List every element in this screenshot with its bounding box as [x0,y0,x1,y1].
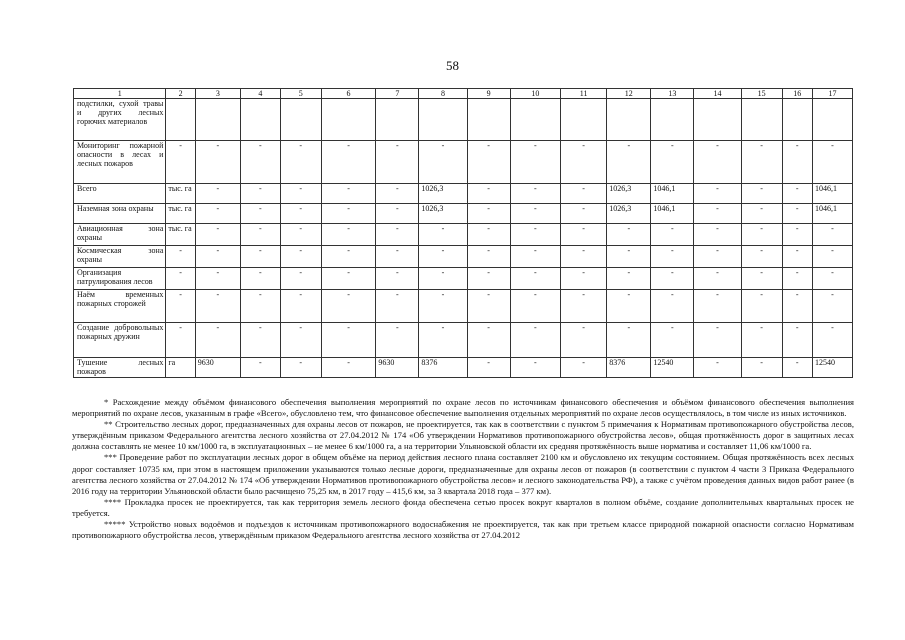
table-cell: - [694,290,741,323]
table-cell: - [240,358,280,378]
table-cell: - [510,204,560,224]
table-cell: 1026,3 [607,184,651,204]
table-row [74,204,853,224]
table-cell [651,99,694,141]
table-cell: - [607,290,651,323]
table-cell: - [561,184,607,204]
table-cell: 1046,1 [651,204,694,224]
table-cell: - [467,358,510,378]
table-cell: - [280,358,321,378]
table-cell [376,99,419,141]
table-cell: - [694,141,741,184]
row-label: Космическая зона охраны [74,246,166,268]
column-header: 6 [321,89,376,99]
table-cell: - [376,204,419,224]
table-cell: - [419,224,467,246]
table-cell: - [195,323,240,358]
table-cell: 12540 [812,358,852,378]
table-row [74,141,853,184]
table-cell [561,99,607,141]
table-cell: - [782,290,812,323]
table-cell: - [376,323,419,358]
column-header: 7 [376,89,419,99]
table-cell: - [467,204,510,224]
table-header-row [74,89,853,99]
table-cell: га [166,358,195,378]
table-cell: 1026,3 [419,204,467,224]
table-cell: 1046,1 [651,184,694,204]
table-cell: - [812,224,852,246]
column-header: 9 [467,89,510,99]
table-cell: - [607,141,651,184]
table-cell: тыс. га [166,204,195,224]
table-cell: - [812,323,852,358]
table-cell: - [467,290,510,323]
table-cell: - [280,246,321,268]
table-cell: - [510,358,560,378]
table-cell: - [782,358,812,378]
table-row [74,224,853,246]
table-cell: - [321,204,376,224]
table-cell: - [782,184,812,204]
table-cell: 8376 [419,358,467,378]
table-cell: - [376,184,419,204]
table-cell: - [561,358,607,378]
table-cell [694,99,741,141]
table-cell: - [741,358,782,378]
column-header: 2 [166,89,195,99]
table-cell: - [741,184,782,204]
table-cell: - [467,184,510,204]
table-cell: - [812,290,852,323]
table-cell: - [166,246,195,268]
table-cell: - [561,246,607,268]
table-cell: - [195,268,240,290]
table-cell: - [651,268,694,290]
table-cell: - [607,323,651,358]
row-label: Всего [74,184,166,204]
table-cell: - [812,246,852,268]
table-cell: - [195,204,240,224]
table-cell: - [782,224,812,246]
table-cell: - [467,141,510,184]
table-cell: - [321,184,376,204]
table-cell [510,99,560,141]
table-cell: - [166,268,195,290]
table-cell: - [694,184,741,204]
column-header: 10 [510,89,560,99]
table-cell: - [510,224,560,246]
table-cell: - [741,204,782,224]
table-cell [321,99,376,141]
table-cell: 12540 [651,358,694,378]
table-cell [812,99,852,141]
row-label: Создание добровольных пожарных дружин [74,323,166,358]
footnote-5: ***** Устройство новых водоёмов и подъездов к источникам противопожарного водоснабжения не проектируется, так как при третьем классе природной пожарной опасности согласно Нормативам противопожарного обустройства лесов, утверждённым приказом Федерального агентства лесного хозяйства от 27.04.2012 [72,519,854,541]
table-cell: - [195,290,240,323]
table-cell [782,99,812,141]
table-cell: - [694,268,741,290]
table-row [74,323,853,358]
table-cell: - [280,323,321,358]
table-cell: - [240,141,280,184]
footnote-1: * Расхождение между объёмом финансового обеспечения выполнения мероприятий по охране лесов по источникам финансового обеспечения и объёмом финансового обеспечения выполнения мероприятий по охране лесов, указанным в графе «Всего», обусловлено тем, что финансовое обеспечение выполнения отдельных мероприятий по охране лесов осуществлялось, в том числе из иных источников. [72,397,854,419]
table-cell: - [741,224,782,246]
table-cell: - [561,290,607,323]
column-header: 3 [195,89,240,99]
table-cell: - [782,246,812,268]
row-label: Авиационная зона охраны [74,224,166,246]
table-cell: - [694,323,741,358]
table-row [74,99,853,141]
table-cell: 1046,1 [812,184,852,204]
table-cell [419,99,467,141]
table-cell: - [694,224,741,246]
table-cell: - [376,141,419,184]
table-cell: - [651,290,694,323]
table-cell: - [321,141,376,184]
table-cell: - [240,204,280,224]
table-cell: - [561,268,607,290]
column-header: 11 [561,89,607,99]
table-cell: - [607,224,651,246]
table-cell: - [280,141,321,184]
table-cell [166,99,195,141]
table-cell: - [280,204,321,224]
table-cell: - [376,290,419,323]
table-cell: - [561,224,607,246]
table-cell: - [510,290,560,323]
table-row [74,246,853,268]
row-label: Наём временных пожарных сторожей [74,290,166,323]
table-cell: - [321,268,376,290]
table-cell: - [782,141,812,184]
table-cell: - [782,268,812,290]
table-cell: - [166,290,195,323]
table-cell: - [651,141,694,184]
table-cell: - [240,184,280,204]
row-label: Наземная зона охраны [74,204,166,224]
table-cell: - [321,290,376,323]
table-row [74,290,853,323]
table-cell: - [376,246,419,268]
table-cell: - [195,141,240,184]
footnote-3: *** Проведение работ по эксплуатации лесных дорог в общем объёме на период действия лесного плана составляет 2100 км и обусловлено их текущим состоянием. Общая протяжённость всех лесных дорог составляет 10735 км, при этом в настоящем приложении указываются только лесные дороги, предназначенные для охраны лесов от пожаров (в соответствии с пунктом 4 части 3 Приказа Федерального агентства лесного хозяйства от 27.04.2012 № 174 «Об утверждении Нормативов противопожарного обустройства лесов» и лесного законодательства РФ), а также с учётом проведения данных видов работ ранее (в 2016 году на территории Ульяновской области было расчищено 75,25 км, в 2017 году – 415,6 км, за 3 квартала 2018 года – 377 км). [72,452,854,496]
table-cell [195,99,240,141]
table-cell: - [694,358,741,378]
table-cell: - [280,184,321,204]
table-cell: - [467,246,510,268]
footnotes [72,397,854,541]
table-cell: - [376,224,419,246]
table-cell: тыс. га [166,184,195,204]
table-row [74,358,853,378]
table-cell: 8376 [607,358,651,378]
table-cell: - [607,268,651,290]
table-cell: - [651,323,694,358]
table-cell: - [195,184,240,204]
table-cell: - [321,358,376,378]
table-cell: - [240,224,280,246]
table-cell: - [195,246,240,268]
table-cell: - [240,246,280,268]
table-cell: - [651,246,694,268]
table-cell: - [741,246,782,268]
table-cell: - [467,268,510,290]
table-cell [741,99,782,141]
column-header: 12 [607,89,651,99]
table-cell: - [694,246,741,268]
table-cell: - [321,246,376,268]
fire-protection-table [73,88,853,378]
row-label: Тушение лесных пожаров [74,358,166,378]
column-header: 15 [741,89,782,99]
row-label: подстилки, сухой травы и других лесных горючих материалов [74,99,166,141]
table-cell: - [280,290,321,323]
table-cell: - [607,246,651,268]
table-cell: - [467,323,510,358]
table-cell [467,99,510,141]
table-cell: - [782,323,812,358]
column-header: 13 [651,89,694,99]
table-row [74,184,853,204]
table-cell: - [510,141,560,184]
column-header: 17 [812,89,852,99]
table-cell: - [510,323,560,358]
table-cell: - [195,224,240,246]
table-cell [240,99,280,141]
table-cell: - [166,141,195,184]
table-cell: 9630 [195,358,240,378]
table-cell: - [561,323,607,358]
table-cell: 9630 [376,358,419,378]
page-number: 58 [446,58,459,73]
table-cell: - [694,204,741,224]
column-header: 4 [240,89,280,99]
table-cell: - [240,323,280,358]
footnote-2: ** Строительство лесных дорог, предназначенных для охраны лесов от пожаров, не проектируется, так как в соответствии с пунктом 5 примечания к Нормативам противопожарного обустройства лесов, утверждённым приказом Федерального агентства лесного хозяйства от 27.04.2012 № 174 «Об утверждении Нормативов противопожарного обустройства лесов», общая протяжённость дорог в защитных лесах должна составлять не менее 10 км/1000 га, в эксплуатационных – не менее 6 км/1000 га, а на территории Ульяновской области их средняя протяжённость выше норматива и составляет 11,06 км/1000 га. [72,419,854,452]
table-cell: - [741,323,782,358]
table-cell: - [561,204,607,224]
table-cell: - [561,141,607,184]
table-cell: - [510,268,560,290]
table-cell: - [240,290,280,323]
table-cell: - [280,224,321,246]
table-cell: - [419,141,467,184]
table-cell: 1026,3 [607,204,651,224]
row-label: Мониторинг пожарной опасности в лесах и лесных пожаров [74,141,166,184]
table-cell: - [240,268,280,290]
table-cell: - [419,246,467,268]
table-cell: - [166,323,195,358]
table-cell: - [467,224,510,246]
footnote-4: **** Прокладка просек не проектируется, так как территория земель лесного фонда обеспечена сетью просек вокруг кварталов в полном объёме, создание дополнительных квартальных просек не требуется. [72,496,854,518]
table-cell: - [812,268,852,290]
table-cell: - [741,290,782,323]
table-cell: тыс. га [166,224,195,246]
table-cell: - [376,268,419,290]
table-cell: - [812,141,852,184]
table-cell: - [321,224,376,246]
table-cell: 1046,1 [812,204,852,224]
table-cell: - [419,268,467,290]
table-cell: - [510,246,560,268]
row-label: Организация патрулирования лесов [74,268,166,290]
column-header: 14 [694,89,741,99]
table-cell: - [782,204,812,224]
table-row [74,268,853,290]
table-cell: - [651,224,694,246]
column-header: 1 [74,89,166,99]
table-cell: - [419,323,467,358]
table-cell: - [321,323,376,358]
table-cell [280,99,321,141]
table-cell: 1026,3 [419,184,467,204]
column-header: 5 [280,89,321,99]
table-cell: - [280,268,321,290]
table-cell: - [741,268,782,290]
column-header: 16 [782,89,812,99]
table-cell: - [419,290,467,323]
table-cell [607,99,651,141]
table-cell: - [741,141,782,184]
table-cell: - [510,184,560,204]
column-header: 8 [419,89,467,99]
